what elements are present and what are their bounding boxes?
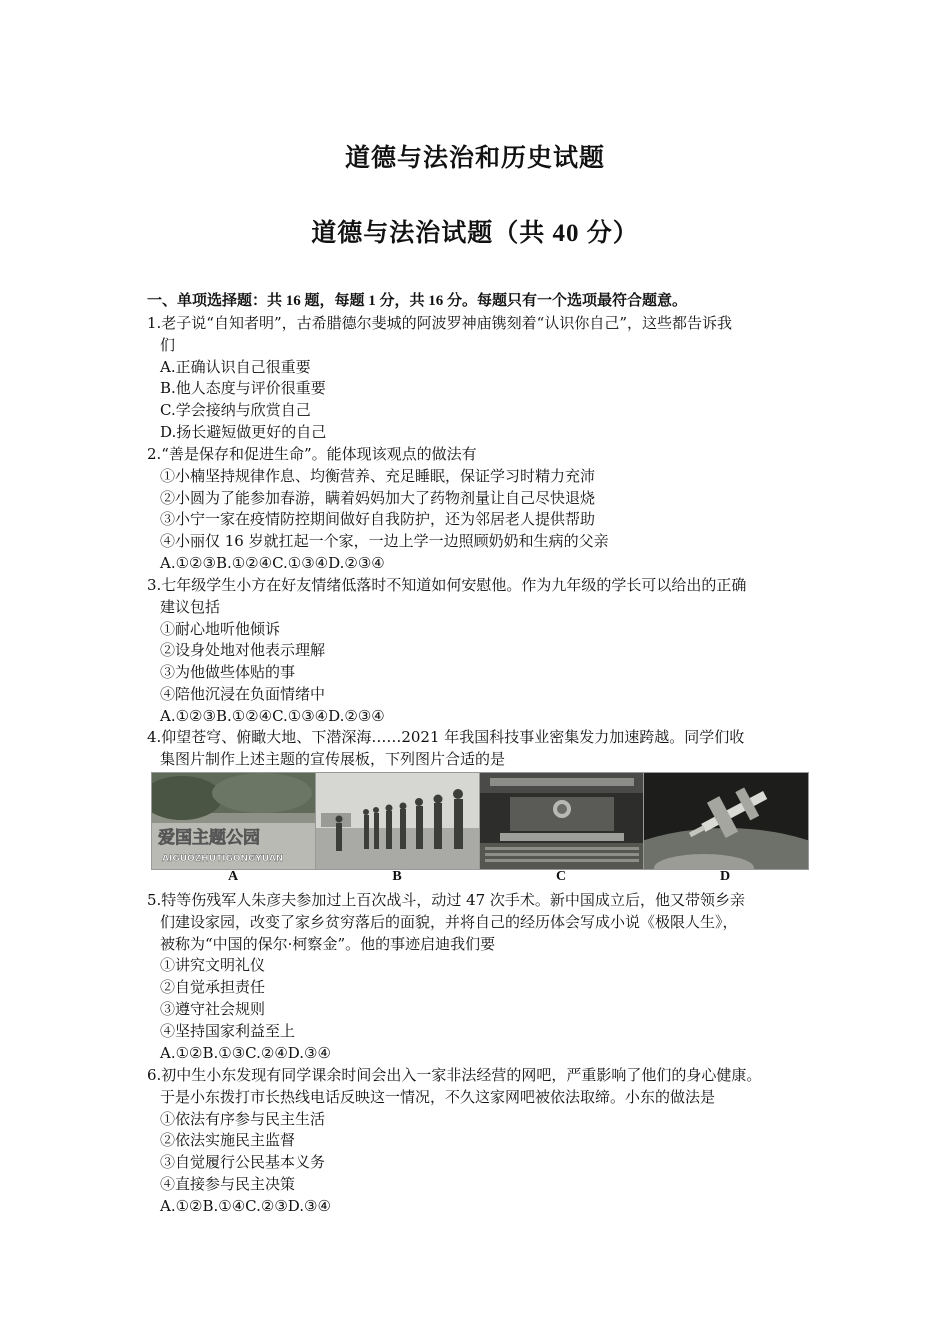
question-4 — [147, 727, 827, 771]
section-heading: 一、单项选择题：共 16 题，每题 1 分，共 16 分。每题只有一个选项最符合题意。 — [147, 293, 688, 309]
park-sign-text: 爱国主题公园 — [158, 828, 260, 848]
photo-a-image — [152, 773, 316, 869]
answer-options: A.①②B.①④C.②③D.③④ — [160, 1196, 331, 1215]
statement-3: ③小宁一家在疫情防控期间做好自我防护，还为邻居老人提供帮助 — [160, 510, 596, 529]
question-stem: 1.老子说“自知者明”，古希腊德尔斐城的阿波罗神庙镌刻着“认识你自己”，这些都告诉我 — [147, 314, 732, 332]
statement-1: ①小楠坚持规律作息、均衡营养、充足睡眠，保证学习时精力充沛 — [160, 466, 596, 485]
question-stem: 4.仰望苍穹、俯瞰大地、下潜深海……2021 年我国科技事业密集发力加速跨越。同学们收 — [147, 728, 745, 746]
statement-2: ②依法实施民主监督 — [160, 1131, 296, 1150]
statement-3: ③为他做些体贴的事 — [160, 663, 296, 682]
question-stem: 6.初中生小东发现有同学课余时间会出入一家非法经营的网吧，严重影响了他们的身心健康。 — [147, 1066, 762, 1084]
statement-4: ④陪他沉浸在负面情绪中 — [160, 684, 326, 703]
option-d: D.扬长避短做更好的自己 — [160, 422, 327, 441]
statement-2: ②自觉承担责任 — [160, 978, 266, 997]
photo-a — [151, 772, 317, 870]
option-a: A.正确认识自己很重要 — [160, 357, 311, 376]
question-stem-cont: 于是小东拨打市长热线电话反映这一情况，不久这家网吧被依法取缔。小东的做法是 — [160, 1087, 716, 1106]
photo-d — [643, 772, 809, 870]
question-3 — [147, 575, 827, 728]
statement-4: ④直接参与民主决策 — [160, 1174, 296, 1193]
photo-a-label: A — [227, 869, 239, 884]
question-5 — [147, 890, 827, 1064]
park-sign-pinyin: AIGUOZHUTIGONGYUAN — [162, 854, 284, 864]
answer-options: A.①②③B.①②④C.①③④D.②③④ — [160, 706, 385, 725]
question-stem-cont: 们 — [160, 335, 176, 354]
photo-c-image — [480, 773, 644, 869]
subject-title: 道德与法治试题（共 40 分） — [311, 220, 639, 247]
photo-b-image — [316, 773, 480, 869]
question-stem-cont: 被称为“中国的保尔·柯察金”。他的事迹启迪我们要 — [160, 934, 496, 953]
photo-c-label: C — [555, 869, 567, 884]
photo-d-label: D — [719, 869, 731, 884]
option-b: B.他人态度与评价很重要 — [160, 379, 326, 398]
question-stem-cont: 集图片制作上述主题的宣传展板，下列图片合适的是 — [160, 749, 506, 768]
question-stem: 3.七年级学生小方在好友情绪低落时不知道如何安慰他。作为九年级的学长可以给出的正确 — [147, 576, 747, 594]
question-stem: 5.特等伤残军人朱彦夫参加过上百次战斗，动过 47 次手术。新中国成立后，他又带领乡亲 — [147, 891, 745, 909]
statement-2: ②小圆为了能参加春游，瞒着妈妈加大了药物剂量让自己尽快退烧 — [160, 488, 596, 507]
statement-2: ②设身处地对他表示理解 — [160, 641, 326, 660]
statement-4: ④小丽仅 16 岁就扛起一个家，一边上学一边照顾奶奶和生病的父亲 — [160, 532, 609, 551]
exam-title: 道德与法治和历史试题 — [344, 145, 605, 172]
photo-c — [479, 772, 645, 870]
answer-options: A.①②③B.①②④C.①③④D.②③④ — [160, 553, 385, 572]
photo-options — [147, 772, 827, 886]
statement-1: ①讲究文明礼仪 — [160, 956, 266, 975]
question-stem-cont: 建议包括 — [160, 597, 221, 616]
photo-d-image — [644, 773, 808, 869]
answer-options: A.①②B.①③C.②④D.③④ — [160, 1043, 331, 1062]
question-2 — [147, 444, 827, 575]
option-c: C.学会接纳与欣赏自己 — [160, 401, 311, 420]
question-stem: 2.“善是保存和促进生命”。能体现该观点的做法有 — [147, 445, 477, 463]
photo-b — [315, 772, 481, 870]
statement-3: ③自觉履行公民基本义务 — [160, 1153, 326, 1172]
statement-4: ④坚持国家利益至上 — [160, 1021, 296, 1040]
photo-b-label: B — [392, 869, 402, 884]
question-stem-cont: 们建设家园，改变了家乡贫穷落后的面貌，并将自己的经历体会写成小说《极限人生》， — [160, 912, 738, 931]
statement-1: ①依法有序参与民主生活 — [160, 1109, 326, 1128]
statement-1: ①耐心地听他倾诉 — [160, 619, 281, 638]
statement-3: ③遵守社会规则 — [160, 999, 266, 1018]
question-6 — [147, 1065, 827, 1218]
question-1 — [147, 313, 827, 444]
